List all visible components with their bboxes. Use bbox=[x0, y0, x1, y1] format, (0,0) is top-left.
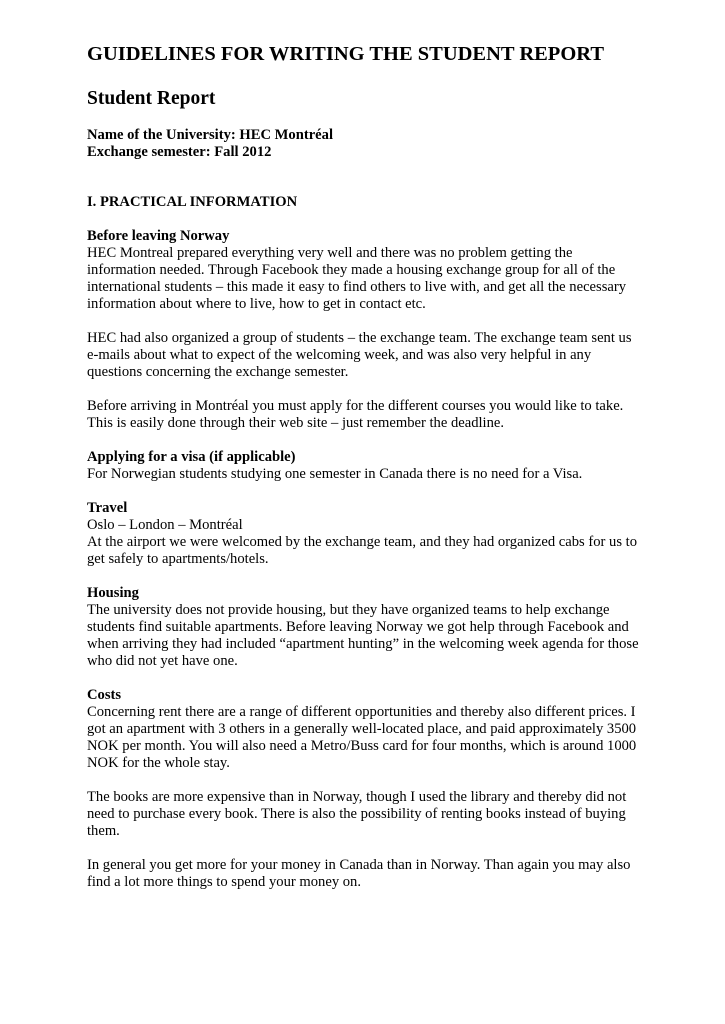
text-line: For Norwegian students studying one semester in Canada there is no need for a Visa. bbox=[87, 466, 583, 482]
heading-costs: Costs bbox=[87, 687, 122, 703]
text-line: Oslo – London – Montréal bbox=[87, 517, 243, 533]
paragraph bbox=[87, 704, 657, 772]
heading-travel: Travel bbox=[87, 500, 128, 516]
text-line: Before arriving in Montréal you must apply for the different courses you would like to take. bbox=[87, 398, 624, 414]
text-line: information needed. Through Facebook they made a housing exchange group for all of the bbox=[87, 262, 616, 278]
text-line: need to purchase every book. There is also the possibility of renting books instead of buying bbox=[87, 806, 626, 822]
text-line: information about where to live, how to get in contact etc. bbox=[87, 296, 426, 312]
report-title: Student Report bbox=[87, 88, 216, 109]
text-line: questions concerning the exchange semester. bbox=[87, 364, 349, 380]
text-line: This is easily done through their web site – just remember the deadline. bbox=[87, 415, 505, 431]
text-line: e-mails about what to expect of the welcoming week, and was also very helpful in any bbox=[87, 347, 592, 363]
heading-before-leaving: Before leaving Norway bbox=[87, 228, 230, 244]
text-line: got an apartment with 3 others in a generally well-located place, and paid approximately 3500 bbox=[87, 721, 637, 737]
document-page bbox=[87, 40, 657, 891]
text-line: NOK per month. You will also need a Metro/Buss card for four months, which is around 1000 bbox=[87, 738, 637, 754]
section-visa bbox=[87, 449, 657, 483]
text-line: The books are more expensive than in Norway, though I used the library and thereby did not bbox=[87, 789, 627, 805]
paragraph bbox=[87, 602, 657, 670]
text-line: HEC Montreal prepared everything very well and there was no problem getting the bbox=[87, 245, 573, 261]
heading-visa: Applying for a visa (if applicable) bbox=[87, 449, 296, 465]
text-line: international students – this made it easy to find others to live with, and get all the necessary bbox=[87, 279, 627, 295]
text-line: NOK for the whole stay. bbox=[87, 755, 230, 771]
section-travel bbox=[87, 500, 657, 568]
report-meta bbox=[87, 127, 657, 161]
text-line: HEC had also organized a group of students – the exchange team. The exchange team sent us bbox=[87, 330, 632, 346]
text-line: them. bbox=[87, 823, 120, 839]
paragraph bbox=[87, 330, 657, 381]
section-title: I. PRACTICAL INFORMATION bbox=[87, 194, 298, 210]
text-line: when arriving they had included “apartment hunting” in the welcoming week agenda for those bbox=[87, 636, 639, 652]
section-before-leaving bbox=[87, 228, 657, 432]
text-line: get safely to apartments/hotels. bbox=[87, 551, 269, 567]
heading-housing: Housing bbox=[87, 585, 139, 601]
section-housing bbox=[87, 585, 657, 670]
text-line: who did not yet have one. bbox=[87, 653, 238, 669]
section-costs bbox=[87, 687, 657, 891]
text-line: Concerning rent there are a range of different opportunities and thereby also different prices. I bbox=[87, 704, 636, 720]
text-line: The university does not provide housing, but they have organized teams to help exchange bbox=[87, 602, 610, 618]
paragraph bbox=[87, 466, 657, 483]
paragraph bbox=[87, 857, 657, 891]
text-line: In general you get more for your money in Canada than in Norway. Than again you may also bbox=[87, 857, 631, 873]
exchange-semester: Exchange semester: Fall 2012 bbox=[87, 144, 272, 160]
paragraph bbox=[87, 517, 657, 568]
paragraph bbox=[87, 789, 657, 840]
university-name: Name of the University: HEC Montréal bbox=[87, 127, 334, 143]
paragraph bbox=[87, 245, 657, 313]
text-line: students find suitable apartments. Before leaving Norway we got help through Facebook and bbox=[87, 619, 629, 635]
text-line: At the airport we were welcomed by the exchange team, and they had organized cabs for us to bbox=[87, 534, 638, 550]
document-title: GUIDELINES FOR WRITING THE STUDENT REPORT bbox=[87, 43, 605, 65]
text-line: find a lot more things to spend your money on. bbox=[87, 874, 362, 890]
paragraph bbox=[87, 398, 657, 432]
